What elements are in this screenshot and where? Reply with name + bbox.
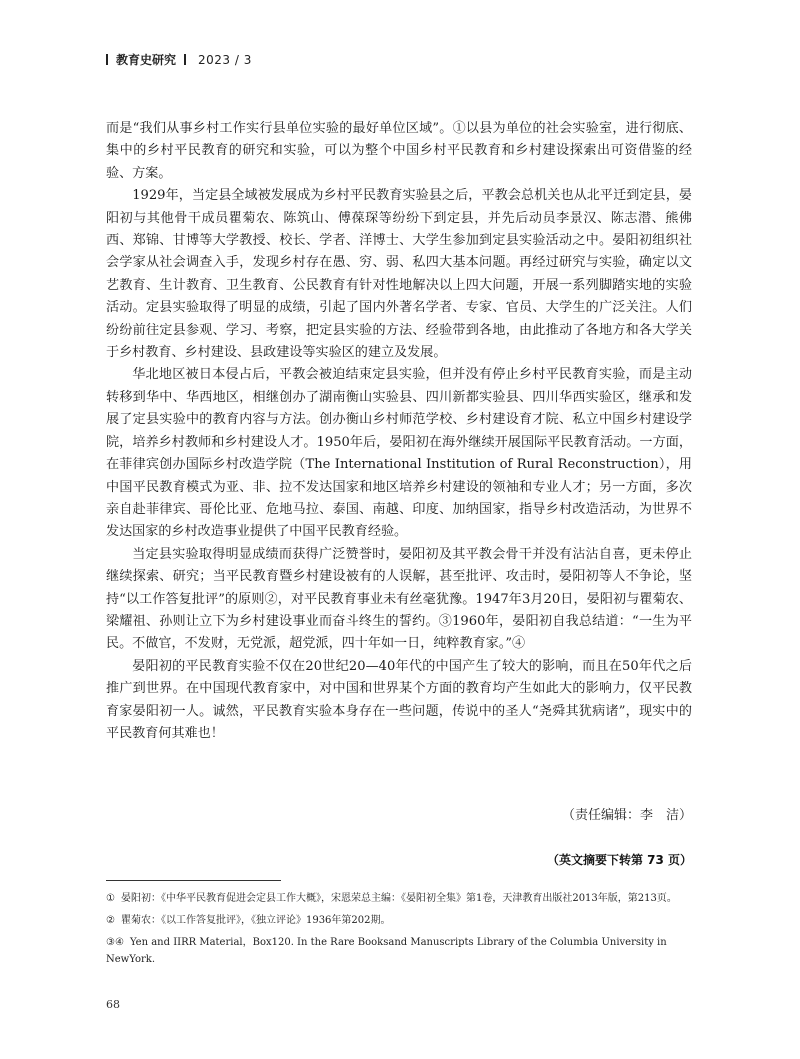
footnote — [106, 934, 692, 968]
footnote-marker: ① — [106, 893, 115, 904]
responsible-editor: （责任编辑：李 洁） — [561, 808, 692, 823]
paragraph: 晏阳初的平民教育实验不仅在20世纪20—40年代的中国产生了较大的影响，而且在50年代之后推广到世界。在中国现代教育家中，对中国和世界某个方面的教育均产生如此大的影响力，仅平民教育家晏阳初一人。诚然，平民教育实验本身存在一些问题，传说中的圣人“尧舜其犹病诸”，现实中的平民教育何其难也！ — [106, 658, 692, 741]
article-body — [106, 118, 692, 745]
footnote-text: 晏阳初：《中华平民教育促进会定县工作大概》，宋恩荣总主编：《晏阳初全集》第1卷，天津教育出版社2013年版，第213页。 — [120, 893, 677, 904]
paragraph: 而是“我们从事乡村工作实行县单位实验的最好单位区域”。①以县为单位的社会实验室，进行彻底、集中的乡村平民教育的研究和实验，可以为整个中国乡村平民教育和乡村建设探索出可资借鉴的经验、方案。 — [106, 121, 692, 181]
paragraph: 当定县实验取得明显成绩而获得广泛赞誉时，晏阳初及其平教会骨干并没有沾沾自喜，更未停止继续探索、研究；当平民教育暨乡村建设被有的人误解，甚至批评、攻击时，晏阳初等人不争论，坚持“以工作答复批评”的原则②，对平民教育事业未有丝毫犹豫。1947年3月20日，晏阳初与瞿菊农、梁耀祖、孙则让立下为乡村建设事业而奋斗终生的誓约。③1960年，晏阳初自我总结道：“一生为平民。不做官，不发财，无党派，超党派，四十年如一日，纯粹教育家。”④ — [106, 546, 692, 652]
footnote-marker: ② — [106, 915, 115, 926]
journal-issue: 2023 / 3 — [198, 53, 252, 67]
footnote-text: Yen and IIRR Material，Box120. In the Rare Booksand Manuscripts Library of the Columbia University in NewYork. — [106, 937, 667, 965]
paragraph: 1929年，当定县全域被发展成为乡村平民教育实验县之后，平教会总机关也从北平迁到定县，晏阳初与其他骨干成员瞿菊农、陈筑山、傅葆琛等纷纷下到定县，并先后动员李景汉、陈志潜、熊佛西、郑锦、甘博等大学教授、校长、学者、洋博士、大学生参加到定县实验活动之中。晏阳初组织社会学家从社会调查入手，发现乡村存在愚、穷、弱、私四大基本问题。再经过研究与实验，确定以文艺教育、生计教育、卫生教育、公民教育有针对性地解决以上四大问题，开展一系列脚踏实地的实验活动。定县实验取得了明显的成绩，引起了国内外著名学者、专家、官员、大学生的广泛关注。人们纷纷前往定县参观、学习、考察，把定县实验的方法、经验带到各地，由此推动了各地方和各大学关于乡村教育、乡村建设、县政建设等实验区的建立及发展。 — [106, 188, 692, 361]
paragraph: 华北地区被日本侵占后，平教会被迫结束定县实验，但并没有停止乡村平民教育实验，而是主动转移到华中、华西地区，相继创办了湖南衡山实验县、四川新都实验县、四川华西实验区，继承和发展了定县实验中的教育内容与方法。创办衡山乡村师范学校、乡村建设育才院、私立中国乡村建设学院，培养乡村教师和乡村建设人才。1950年后，晏阳初在海外继续开展国际平民教育活动。一方面，在菲律宾创办国际乡村改造学院（The International Institution of Rural Reconstruction），用中国平民教育模式为亚、非、拉不发达国家和地区培养乡村建设的领袖和专业人才；另一方面，多次亲自赴菲律宾、哥伦比亚、危地马拉、泰国、南越、印度、加纳国家，指导乡村改造活动，为世界不发达国家的乡村改造事业提供了中国平民教育经验。 — [106, 367, 692, 540]
journal-title: 教育史研究 — [116, 53, 177, 67]
header-bar-right — [184, 54, 186, 65]
header-bar-left — [106, 54, 108, 65]
footnotes — [106, 890, 692, 973]
abstract-continuation-note: （英文摘要下转第 73 页） — [546, 853, 692, 867]
footnote-marker: ③④ — [106, 937, 124, 948]
footnote — [106, 912, 692, 929]
footnote-text: 瞿菊农：《以工作答复批评》，《独立评论》1936年第202期。 — [120, 915, 391, 926]
running-header — [106, 51, 252, 68]
footnote — [106, 890, 692, 907]
footnote-divider — [106, 880, 281, 881]
page-number: 68 — [106, 998, 120, 1011]
